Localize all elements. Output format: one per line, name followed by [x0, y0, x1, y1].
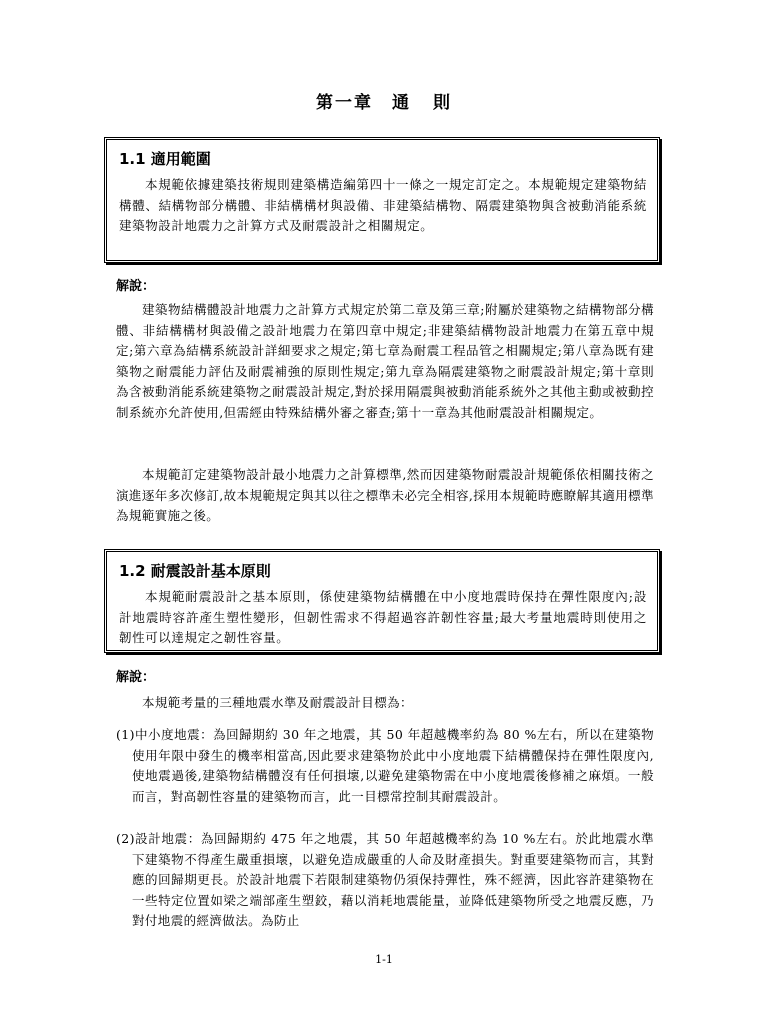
list-item: (2)設計地震：為回歸期約 475 年之地震，其 50 年超越機率約為 10 %左右。於此地震水準下建築物不得產生嚴重損壞，以避免造成嚴重的人命及財產損失。對重要建築物而言，其對應的回歸期更長。於設計地震下若限制建築物仍須保持彈性，殊不經濟，因此容許建築物在一些特定位置如梁之端部產生塑鉸，藉以消耗地震能量，並降低建築物所受之地震反應，乃對付地震的經濟做法。為防止 [116, 831, 654, 928]
explanation-intro: 本規範考量的三種地震水準及耐震設計目標為： [142, 695, 413, 710]
section-1-2-text: 本規範耐震設計之基本原則，係使建築物結構體在中小度地震時保持在彈性限度內;設計地震時容許產生塑性變形，但韌性需求不得超過容許韌性容量;最大考量地震時則使用之韌性可以達規定之韌性容量。 [119, 589, 647, 645]
section-1-1-heading: 1.1 適用範圍 [119, 150, 211, 168]
chapter-title: 第一章 通 則 [316, 93, 452, 113]
explanation-paragraph: 本規範訂定建築物設計最小地震力之計算標準,然而因建築物耐震設計規範係依相關技術之演進逐年多次修訂,故本規範規定與其以往之標準未必完全相容,採用本規範時應瞭解其適用標準為規範實施之後。 [116, 467, 654, 523]
explanation-paragraph: 建築物結構體設計地震力之計算方式規定於第二章及第三章;附屬於建築物之結構物部分構體、非結構構材與設備之設計地震力在第四章中規定;非建築結構物設計地震力在第五章中規定;第六章為結構系統設計詳細要求之規定;第七章為耐震工程品管之相關規定;第八章為既有建築物之耐震能力評估及耐震補強的原則性規定;第九章為隔震建築物之耐震設計規定;第十章則為含被動消能系統建築物之耐震設計規定,對於採用隔震與被動消能系統外之其他主動或被動控制系統亦允許使用,但需經由特殊結構外審之審查;第十一章為其他耐震設計相關規定。 [116, 302, 654, 420]
explanation-label: 解說： [116, 670, 156, 685]
list-item: (1)中小度地震：為回歸期約 30 年之地震，其 50 年超越機率約為 80 %左右，所以在建築物使用年限中發生的機率相當高,因此要求建築物於此中小度地震下結構體保持在彈性限度內,使地震過後,建築物結構體沒有任何損壞,以避免建築物需在中小度地震後修補之麻煩。一般而言，對高韌性容量的建築物而言，此一目標常控制其耐震設計。 [116, 727, 654, 804]
section-1-2-heading: 1.2 耐震設計基本原則 [119, 562, 271, 580]
page-number: 1-1 [375, 953, 393, 966]
explanation-label: 解說： [116, 279, 156, 294]
section-1-1-box [104, 137, 660, 263]
section-1-2-box [104, 549, 660, 653]
section-1-1-text: 本規範依據建築技術規則建築構造編第四十一條之一規定訂定之。本規範規定建築物結構體、結構物部分構體、非結構構材與設備、非建築結構物、隔震建築物與含被動消能系統建築物設計地震力之計算方式及耐震設計之相關規定。 [119, 177, 647, 233]
